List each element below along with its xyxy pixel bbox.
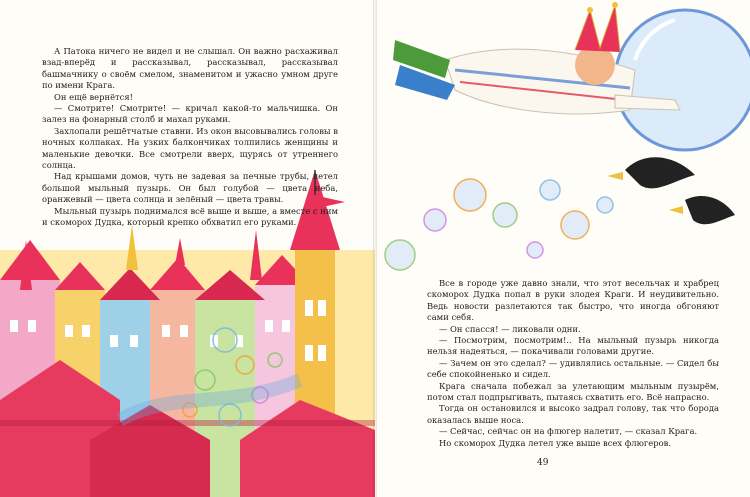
- paragraph: — Посмотрим, посмотрим!.. На мыльный пузырь никогда нельзя надеяться, — покачивали головами другие.: [427, 335, 719, 357]
- paragraph: — Сейчас, сейчас он на флюгер налетит, — сказал Крага.: [439, 426, 698, 437]
- paragraph: Захлопали решётчатые ставни. Из окон высовывались головы в ночных колпаках. На узких балкончиках толпились женщины и маленькие девочки. Все смотрели вверх, щурясь от утреннего солнца.: [42, 125, 338, 171]
- paragraph: Мыльный пузырь поднимался всё выше и выше, а вместе с ним и скоморох Дудка, который крепко обхватил его руками.: [42, 205, 338, 228]
- paragraph: Но скоморох Дудка летел уже выше всех флюгеров.: [439, 437, 672, 448]
- paragraph: Крага сначала побежал за улетающим мыльным пузырём, потом стал подпрыгивать, пытаясь схватить его. Всё напрасно.: [427, 380, 719, 403]
- paragraph: — Зачем он это сделал? — удивлялись остальные. — Сидел бы себе спокойненько и сидел.: [427, 357, 719, 380]
- paragraph: — Он спасся! — ликовали одни.: [439, 323, 581, 334]
- right-page: [375, 0, 750, 497]
- book-spine: [373, 0, 377, 497]
- paragraph: — Смотрите! Смотрите! — кричал какой-то мальчишка. Он залез на фонарный столб и махал руками.: [42, 103, 338, 125]
- left-page-text: [42, 46, 338, 229]
- right-page-text: [427, 278, 719, 449]
- paragraph: Над крышами домов, чуть не задевая за печные трубы, летел большой мыльный пузырь. Он был голубой — цвета неба, оранжевый — цвета солнца и зелёный — цвета травы.: [42, 171, 338, 205]
- page-number: 49: [537, 458, 549, 468]
- paragraph: Тогда он остановился и высоко задрал голову, так что борода оказалась выше носа.: [427, 403, 719, 425]
- paragraph: Он ещё вернётся!: [54, 91, 134, 102]
- paragraph: Все в городе уже давно знали, что этот весельчак и храбрец скоморох Дудка попал в руки злодея Краги. И неудивительно. Ведь новости разлетаются так быстро, что иногда обгоняют сами себя.: [427, 278, 719, 323]
- paragraph: А Патока ничего не видел и не слышал. Он важно расхаживал взад-вперёд и рассказывал, рассказывал, рассказывал башмачнику о своём смелом, знаменитом и ужасно умном друге по имени Крага.: [42, 46, 338, 91]
